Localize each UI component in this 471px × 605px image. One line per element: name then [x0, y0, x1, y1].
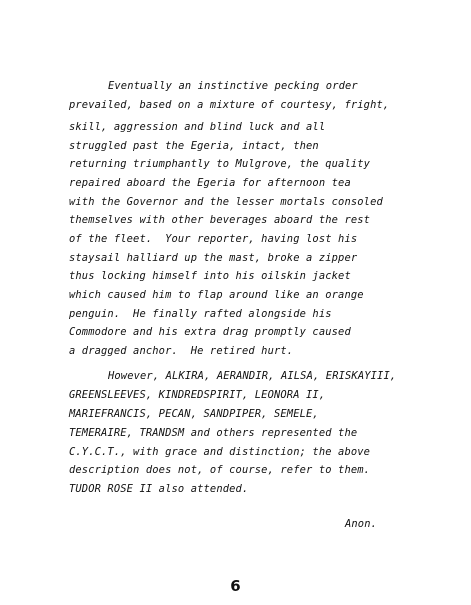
paragraph-1-line-2: prevailed, based on a mixture of courtesy, fright,	[69, 99, 390, 111]
paragraph-1-line-14: Commodore and his extra drag promptly caused	[69, 326, 351, 338]
paragraph-2-line-7: TUDOR ROSE II also attended.	[69, 483, 249, 495]
paragraph-1-line-8: themselves with other beverages aboard the rest	[69, 214, 371, 226]
signature: Anon.	[345, 518, 378, 530]
paragraph-1-line-4: struggled past the Egeria, intact, then	[69, 140, 319, 152]
paragraph-1-line-10: staysail halliard up the mast, broke a zipper	[69, 252, 358, 264]
paragraph-2-line-2: GREENSLEEVES, KINDREDSPIRIT, LEONORA II,	[69, 389, 326, 401]
paragraph-1-line-5: returning triumphantly to Mulgrove, the quality	[69, 158, 371, 170]
paragraph-1-line-11: thus locking himself into his oilskin jacket	[69, 270, 351, 282]
page-number: 6	[230, 577, 241, 595]
paragraph-1-line-15: a dragged anchor. He retired hurt.	[69, 345, 294, 357]
paragraph-2-line-1: However, ALKIRA, AERANDIR, AILSA, ERISKAYIII,	[108, 370, 397, 382]
paragraph-2-line-5: C.Y.C.T., with grace and distinction; the above	[69, 446, 371, 458]
paragraph-1-line-9: of the fleet. Your reporter, having lost his	[69, 233, 358, 245]
paragraph-1-line-3: skill, aggression and blind luck and all	[69, 121, 326, 133]
paragraph-1-line-1: Eventually an instinctive pecking order	[108, 80, 358, 92]
paragraph-1-line-6: repaired aboard the Egeria for afternoon tea	[69, 177, 351, 189]
paragraph-2-line-3: MARIEFRANCIS, PECAN, SANDPIPER, SEMELE,	[69, 408, 319, 420]
paragraph-1-line-13: penguin. He finally rafted alongside his	[69, 308, 332, 320]
paragraph-2-line-4: TEMERAIRE, TRANDSM and others represented the	[69, 427, 358, 439]
paragraph-1-line-12: which caused him to flap around like an orange	[69, 289, 364, 301]
paragraph-2-line-6: description does not, of course, refer to them.	[69, 464, 371, 476]
paragraph-1-line-7: with the Governor and the lesser mortals consoled	[69, 196, 383, 208]
